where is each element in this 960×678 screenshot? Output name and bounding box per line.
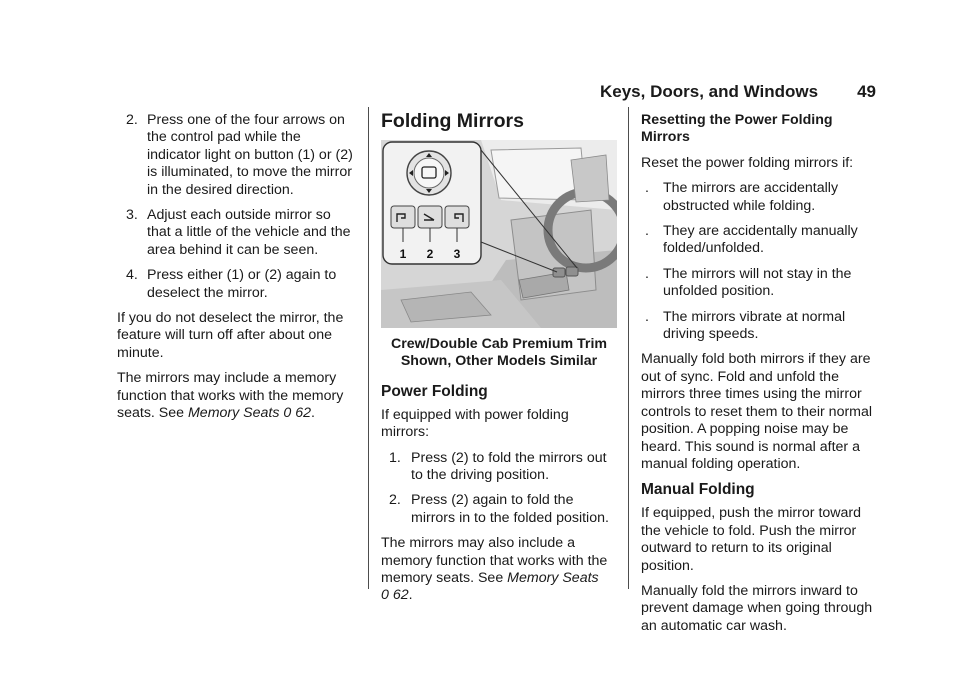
column-2: [381, 110, 617, 613]
list-item: [641, 309, 877, 344]
step-text: Press (2) to fold the mirrors out to the driving position.: [411, 449, 607, 484]
step-text: Adjust each outside mirror so that a little of the vehicle and the area behind it can be seen.: [147, 207, 351, 258]
step-number: 1.: [389, 449, 401, 466]
list-item: [641, 180, 877, 215]
reset-conditions-list: [641, 180, 877, 343]
power-folding-heading: Power Folding: [381, 382, 488, 400]
resetting-heading: Resetting the Power Folding Mirrors: [641, 112, 833, 146]
door-panel-illustration: [381, 140, 617, 328]
step-text: Press one of the four arrows on the control pad while the indicator light on button (1) or (2) is illuminated, to move the mirror in the desired direction.: [147, 112, 353, 198]
folding-mirrors-heading: Folding Mirrors: [381, 110, 524, 132]
column-divider-1: [368, 107, 369, 589]
step-number: 4.: [126, 267, 138, 284]
bullet-symbol: .: [645, 223, 649, 240]
column-1: [117, 112, 353, 431]
step-text: Press (2) again to fold the mirrors in to the folded position.: [411, 492, 609, 526]
manual-folding-heading: Manual Folding: [641, 481, 755, 499]
sentence-end: .: [408, 587, 413, 604]
callout-3: 3: [453, 247, 461, 261]
caption-line-2: Shown, Other Models Similar: [400, 353, 598, 370]
callout-2: 2: [426, 247, 434, 261]
caption-line-1: Crew/Double Cab Premium Trim: [390, 336, 607, 352]
bullet-symbol: .: [645, 308, 649, 325]
figure-caption: [381, 336, 617, 371]
section-title: Keys, Doors, and Windows: [600, 82, 819, 101]
memory-note: [381, 535, 617, 605]
power-folding-intro: If equipped with power folding mirrors:: [381, 406, 569, 441]
manual-folding-paragraph: If equipped, push the mirror toward the vehicle to fold. Push the mirror outward to return to its original position.: [641, 505, 862, 574]
page-ref-symbol: 0: [283, 405, 292, 422]
bullet-text: The mirrors are accidentally obstructed while folding.: [663, 180, 839, 214]
mirror-control-figure: [381, 140, 617, 328]
list-item: [117, 267, 353, 302]
car-wash-paragraph: Manually fold the mirrors inward to prevent damage when going through an automatic car wash.: [641, 582, 873, 634]
bullet-symbol: .: [645, 265, 649, 282]
list-item: [641, 266, 877, 301]
memory-note-text: The mirrors may also include a memory function that works with the memory seats. See: [381, 535, 608, 587]
bullet-text: The mirrors vibrate at normal driving speeds.: [663, 308, 846, 343]
list-item: [381, 492, 617, 527]
column-3: [641, 112, 877, 643]
step-number: 2.: [389, 492, 401, 509]
page-number: 49: [857, 82, 876, 101]
list-item: [641, 223, 877, 258]
memory-note-text: The mirrors may include a memory function that works with the memory seats. See: [117, 370, 344, 422]
step-number: 2.: [126, 112, 138, 128]
list-item: [117, 207, 353, 259]
column-divider-2: [628, 107, 629, 589]
reset-intro: Reset the power folding mirrors if:: [641, 154, 854, 171]
bullet-text: The mirrors will not stay in the unfolded position.: [663, 265, 852, 300]
step-number: 3.: [126, 207, 138, 224]
mirror-adjust-steps: [117, 112, 353, 302]
step-text: Press either (1) or (2) again to deselect the mirror.: [147, 267, 337, 301]
bullet-text: They are accidentally manually folded/unfolded.: [663, 223, 858, 257]
page-ref-symbol: 0: [381, 587, 389, 604]
memory-seats-page[interactable]: 62: [295, 405, 312, 422]
callout-1: 1: [399, 247, 407, 261]
bullet-symbol: .: [645, 180, 649, 197]
memory-seats-link[interactable]: Memory Seats: [187, 405, 280, 422]
memory-seats-page[interactable]: 62: [392, 587, 409, 604]
sentence-end: .: [311, 405, 315, 422]
power-folding-steps: [381, 450, 617, 528]
manual-sync-paragraph: Manually fold both mirrors if they are out of sync. Fold and unfold the mirrors three times using the mirror controls to reset them to their normal position. A popping noise may be heard. This sound is normal after a manual folding operation.: [641, 351, 873, 472]
memory-note: [117, 370, 353, 422]
memory-seats-link[interactable]: Memory Seats: [507, 570, 599, 587]
list-item: [381, 450, 617, 485]
list-item: [117, 112, 353, 199]
deselect-note: If you do not deselect the mirror, the feature will turn off after about one minute.: [117, 310, 344, 361]
